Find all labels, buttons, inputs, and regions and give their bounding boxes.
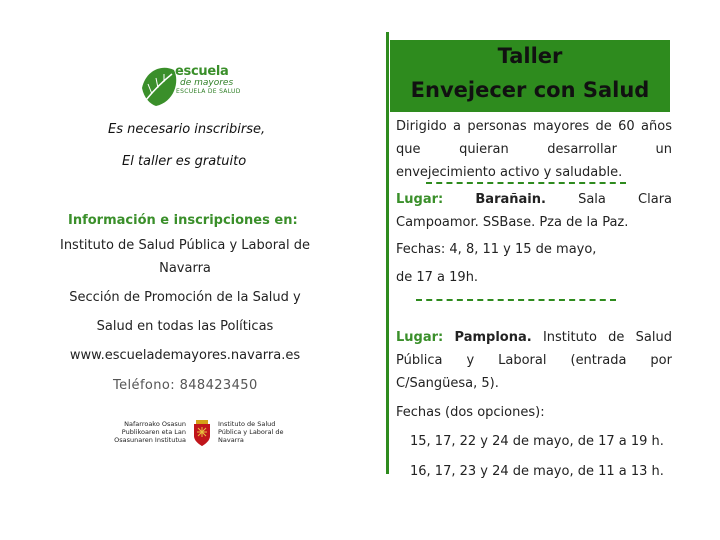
logo-subtitle: de mayores	[180, 78, 234, 88]
info-heading: Información e inscripciones en:	[68, 213, 298, 228]
location-label: Lugar:	[396, 192, 444, 207]
institute-name-spanish: Instituto de Salud Pública y Laboral de Navarra	[218, 420, 284, 444]
navarra-crest-icon	[190, 418, 214, 448]
free-note: El taller es gratuito	[122, 154, 247, 169]
dates-baranain: Fechas: 4, 8, 11 y 15 de mayo,	[396, 242, 597, 257]
location-place: Pamplona.	[454, 330, 532, 345]
logo-caption: ESCUELA DE SALUD	[176, 88, 241, 95]
registration-note: Es necesario inscribirse,	[108, 122, 266, 137]
green-divider	[386, 32, 389, 474]
institute-line-2: Navarra	[159, 261, 211, 276]
date-option-1: 15, 17, 22 y 24 de mayo, de 17 a 19 h.	[410, 434, 664, 449]
target-audience: Dirigido a personas mayores de 60 años que quieran desarrollar un envejecimiento activo y saludable.	[396, 119, 672, 180]
dashed-separator-1	[426, 182, 626, 184]
date-options-label: Fechas (dos opciones):	[396, 405, 545, 420]
workshop-title-line-2: Envejecer con Salud	[410, 78, 650, 102]
website-link[interactable]: www.escuelademayores.navarra.es	[69, 348, 301, 363]
location-label: Lugar:	[396, 330, 444, 345]
workshop-title-line-1: Taller	[497, 44, 563, 68]
date-option-2: 16, 17, 23 y 24 de mayo, de 11 a 13 h.	[410, 464, 664, 479]
location-baranain	[396, 188, 672, 234]
location-pamplona	[396, 326, 672, 395]
institute-name-basque: Nafarroako Osasun Publikoaren eta Lan Osasunaren Institutua	[114, 420, 186, 444]
dashed-separator-2	[416, 299, 616, 301]
location-detail: Instituto de Salud Pública y Laboral (entrada por C/Sangüesa, 5).	[396, 330, 673, 391]
location-place: Barañain.	[475, 192, 546, 207]
logo-title: escuela	[175, 64, 229, 79]
location-detail: Sala Clara Campoamor. SSBase. Pza de la Paz.	[396, 192, 672, 230]
section-line-2: Salud en todas las Políticas	[96, 319, 274, 334]
institute-line-1: Instituto de Salud Pública y Laboral de	[59, 238, 311, 253]
phone-number: Teléfono: 848423450	[113, 378, 258, 393]
hours-baranain: de 17 a 19h.	[396, 270, 479, 285]
section-line-1: Sección de Promoción de la Salud y	[69, 290, 301, 305]
